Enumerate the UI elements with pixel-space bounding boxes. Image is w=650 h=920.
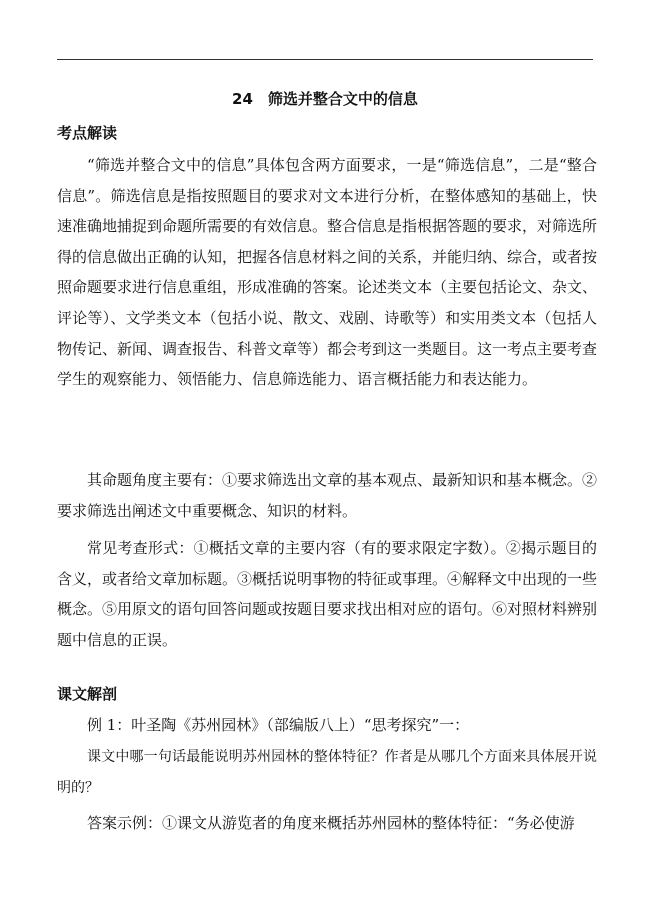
- example-line: 例 1：叶圣陶《苏州园林》（部编版八上）“思考探究”一：: [87, 716, 470, 734]
- answer-text: 答案示例：①课文从游览者的角度来概括苏州园林的整体特征：“务必使游: [87, 814, 575, 832]
- page-title: 24 筛选并整合文中的信息: [232, 90, 418, 108]
- paragraph-forms: 常见考查形式：①概括文章的主要内容（有的要求限定字数）。②揭示题目的含义，或者给文章加标题。③概括说明事物的特征或事理。④解释文中出现的一些概念。⑤用原文的语句回答问题或按题目要求找出相对应的语句。⑥对照材料辨别题中信息的正误。: [57, 539, 598, 649]
- paragraph-angles: 其命题角度主要有：①要求筛选出文章的基本观点、最新知识和基本概念。②要求筛选出阐述文中重要概念、知识的材料。: [57, 471, 598, 520]
- question-text: 课文中哪一句话最能说明苏州园林的整体特征？作者是从哪几个方面来具体展开说明的？: [57, 749, 597, 796]
- section-heading-kaodian: 考点解读: [57, 124, 118, 142]
- paragraph-intro: “筛选并整合文中的信息”具体包含两方面要求，一是“筛选信息”，二是“整合信息”。筛选信息是指按照题目的要求对文本进行分析，在整体感知的基础上，快速准确地捕捉到命题所需要的有效信息。整合信息是指根据答题的要求，对筛选所得的信息做出正确的认知，把握各信息材料之间的关系，并能归纳、综合，或者按照命题要求进行信息重组，形成准确的答案。论述类文本（主要包括论文、杂文、评论等）、文学类文本（包括小说、散文、戏剧、诗歌等）和实用类文本（包括人物传记、新闻、调查报告、科普文章等）都会考到这一类题目。这一考点主要考查学生的观察能力、领悟能力、信息筛选能力、语言概括能力和表达能力。: [57, 156, 598, 389]
- section-heading-kewen: 课文解剖: [57, 685, 118, 703]
- header-rule: [57, 59, 593, 60]
